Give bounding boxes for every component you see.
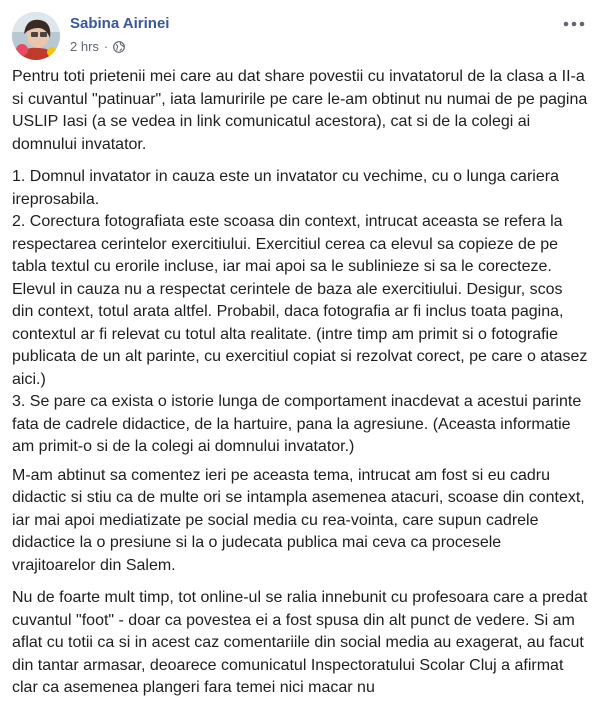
globe-icon[interactable] xyxy=(113,41,125,53)
author-name[interactable]: Sabina Airinei xyxy=(70,15,170,32)
post-body xyxy=(12,66,588,710)
post-paragraph-intro: Pentru toti prietenii mei care au dat share povestii cu invatatorul de la clasa a II-a si cuvantul "patinuar", iata lamuririle pe care le-am obtinut nu numai de pe pagina USLIP Iasi (a se vedea in link comunicatul acestora), cat si de la colegi ai domnului invatator. xyxy=(12,68,588,153)
post-paragraph-points: 1. Domnul invatator in cauza este un invatator cu vechime, cu o lunga cariera ireprosabila. 2. Corectura fotografiata este scoasa din context, intrucat aceasta se refera la respectarea cerintelor exercitiului. Exercitiul cerea ca elevul sa copieze de pe tabla textul cu erorile incluse, iar mai apoi sa le sublinieze si sa le corecteze. Elevul in cauza nu a respectat cerintele de baza ale exercitiului. Desigur, scos din context, totul arata altfel. Probabil, daca fotografia ar fi inclus toata pagina, contextul ar fi relevat cu totul alta realitate. (intre timp am primit si o fotografie publicata de un alt parinte, cu exercitiul copiat si rezolvat corect, pe care o atasez aici.) 3. Se pare ca exista o istorie lunga de comportament inacdevat a acestui parinte fata de cadrele didactice, de la hartuire, pana la agresiune. (Aceasta informatie am primit-o si de la colegi ai domnului invatator.) xyxy=(12,168,588,455)
avatar-photo xyxy=(12,12,60,60)
meta-separator: · xyxy=(103,39,109,54)
avatar[interactable] xyxy=(12,12,60,60)
post-paragraph-comparison: Nu de foarte mult timp, tot online-ul se ralia innebunit cu profesoara care a predat cuvantul "foot" - doar ca povestea ei a fost spusa din alt punct de vedere. Si am aflat cu totii ca si in acest caz comentariile din social media au exagerat, au facut din tantar armasar, deoarece comunicatul Inspectoratului Scolar Cluj a afirmat clar ca asemenea plangeri fara temei nici macar nu xyxy=(12,589,588,696)
post-paragraph-opinion: M-am abtinut sa comentez ieri pe aceasta tema, intrucat am fost si eu cadru didactic si stiu ca de multe ori se intampla asemenea atacuri, scoase din context, iar mai apoi mediatizate pe social media cu rea-vointa, care supun cadrele didactice la o presiune si la o judecata publica mai ceva ca procesele vrajitoarelor din Salem. xyxy=(12,466,585,574)
post-header xyxy=(12,12,589,60)
post-meta xyxy=(70,39,125,54)
more-options-icon[interactable] xyxy=(559,12,589,36)
post-time[interactable]: 2 hrs xyxy=(70,39,99,54)
